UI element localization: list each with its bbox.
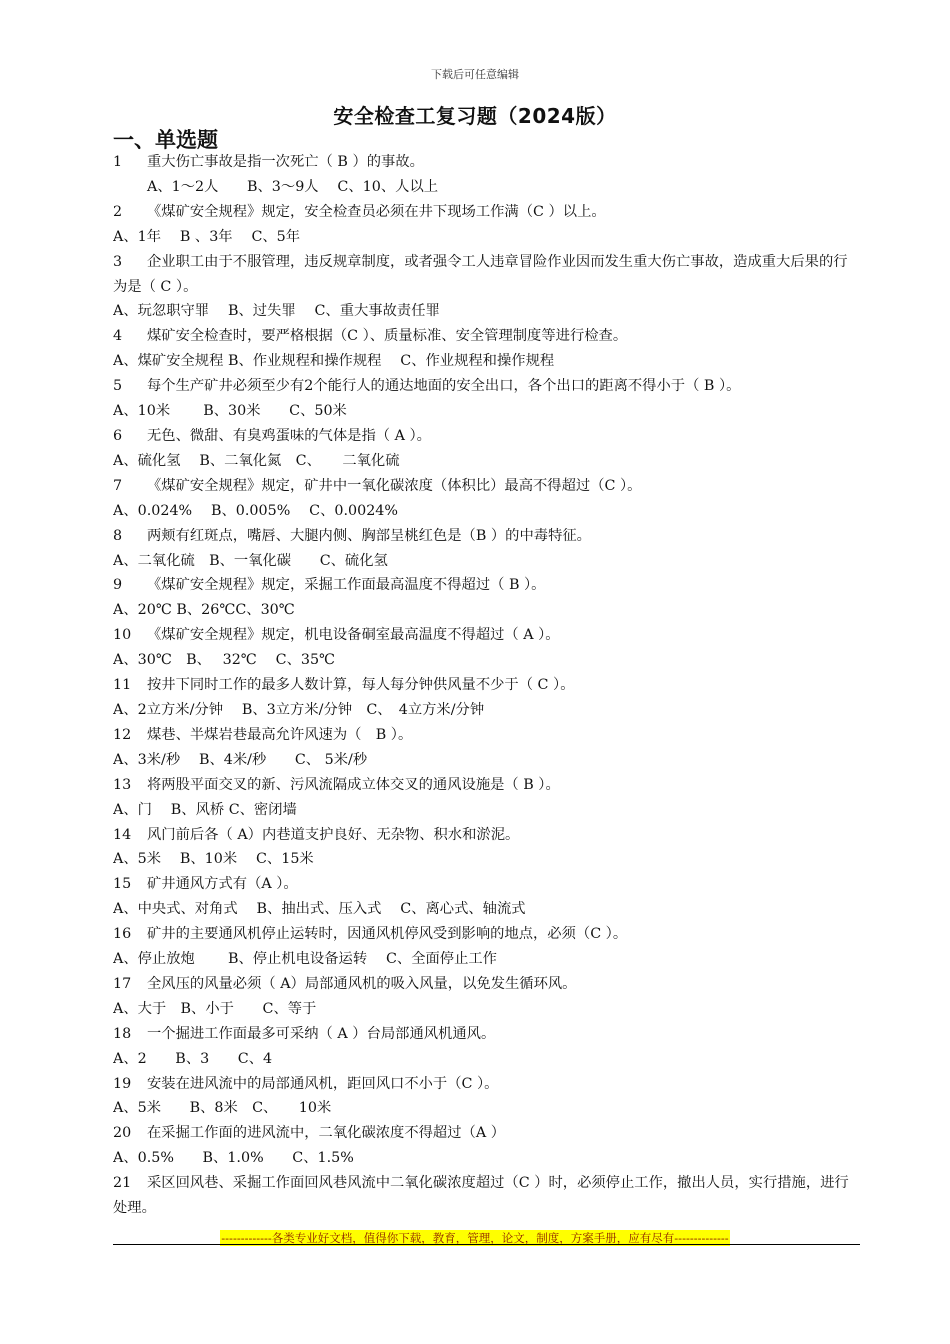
question-item — [113, 324, 861, 349]
question-item — [113, 1171, 861, 1221]
question-item — [113, 972, 861, 997]
question-number: 5 — [113, 378, 123, 395]
question-text: 全风压的风量必须（ A）局部通风机的吸入风量，以免发生循环风。 — [147, 975, 577, 992]
question-number: 10 — [113, 627, 132, 644]
answer-options: A、2 B、3 C、4 — [113, 1050, 273, 1067]
question-text: 安装在进风流中的局部通风机，距回风口不小于（C ）。 — [147, 1075, 499, 1092]
question-text: 《煤矿安全规程》规定，矿井中一氧化碳浓度（体积比）最高不得超过（C ）。 — [147, 477, 642, 494]
question-number: 9 — [113, 577, 123, 594]
question-text: 每个生产矿井必须至少有2个能行人的通达地面的安全出口，各个出口的距离不得小于（ B ）。 — [147, 378, 741, 395]
header-note: 下载后可任意编辑 — [431, 68, 519, 81]
question-number: 18 — [113, 1025, 132, 1042]
question-number: 8 — [113, 527, 123, 544]
answer-options: A、0.024% B、0.005% C、0.0024% — [113, 502, 398, 519]
question-number: 16 — [113, 926, 132, 943]
question-text: 《煤矿安全规程》规定，安全检查员必须在井下现场工作满（C ）以上。 — [147, 203, 606, 220]
question-text: 矿井通风方式有（A ）。 — [147, 876, 298, 893]
question-item — [113, 200, 861, 225]
question-text: 风门前后各（ A）内巷道支护良好、无杂物、积水和淤泥。 — [147, 826, 520, 843]
answer-options: A、煤矿安全规程 B、作业规程和操作规程 C、作业规程和操作规程 — [113, 353, 555, 370]
answer-options: A、5米 B、10米 C、15米 — [113, 851, 314, 868]
question-text: 企业职工由于不服管理，违反规章制度，或者强令工人违章冒险作业因而发生重大伤亡事故，造成重大后果的行为是（ C ）。 — [113, 253, 848, 295]
question-item — [113, 922, 861, 947]
answer-options: A、二氧化硫 B、一氧化碳 C、硫化氢 — [113, 552, 388, 569]
answer-options: A、停止放炮 B、停止机电设备运转 C、全面停止工作 — [113, 951, 497, 968]
question-text: 无色、微甜、有臭鸡蛋味的气体是指（ A ）。 — [147, 428, 431, 444]
question-number: 15 — [113, 876, 132, 893]
question-text: 《煤矿安全规程》规定，采掘工作面最高温度不得超过（ B ）。 — [147, 577, 546, 594]
question-item — [113, 1121, 861, 1146]
answer-options: A、3米/秒 B、4米/秒 C、 5米/秒 — [113, 751, 368, 768]
answer-options: A、1～2人 B、3～9人 C、10、人以上 — [147, 178, 439, 195]
question-text: 煤巷、半煤岩巷最高允许风速为（ B ）。 — [147, 726, 413, 743]
answer-options: A、中央式、对角式 B、抽出式、压入式 C、离心式、轴流式 — [113, 901, 526, 918]
question-number: 2 — [113, 203, 123, 220]
question-number: 20 — [113, 1125, 132, 1142]
footer-banner-text: -------------各类专业好文档，值得你下载，教育，管理，论文，制度，方案手册，应有尽有-------------- — [221, 1231, 729, 1245]
question-text: 采区回风巷、采掘工作面回风巷风流中二氧化碳浓度超过（C ）时，必须停止工作，撤出人员，实行措施，进行处理。 — [113, 1175, 849, 1217]
answer-options: A、大于 B、小于 C、等于 — [113, 1000, 317, 1017]
question-number: 3 — [113, 253, 123, 270]
question-item — [113, 374, 861, 399]
question-item — [113, 623, 861, 648]
answer-options: A、10米 B、30米 C、50米 — [113, 403, 347, 420]
question-item — [113, 573, 861, 598]
question-text: 按井下同时工作的最多人数计算，每人每分钟供风量不少于（ C ）。 — [147, 677, 575, 694]
question-item — [113, 524, 861, 549]
question-number: 7 — [113, 477, 123, 494]
answer-options: A、门 B、风桥 C、密闭墙 — [113, 801, 297, 818]
question-text: 两颊有红斑点，嘴唇、大腿内侧、胸部呈桃红色是（B ）的中毒特征。 — [147, 527, 591, 544]
section-heading: 一、单选题 — [113, 128, 218, 152]
document-title: 安全检查工复习题（2024版） — [333, 104, 617, 128]
answer-options: A、1年 B 、3年 C、5年 — [113, 228, 301, 245]
question-number: 6 — [113, 428, 123, 444]
question-number: 1 — [113, 154, 123, 170]
footer-divider — [113, 1244, 860, 1245]
question-number: 4 — [113, 328, 123, 345]
question-number: 12 — [113, 726, 132, 743]
question-item — [113, 673, 861, 698]
question-text: 在采掘工作面的进风流中，二氧化碳浓度不得超过（A ） — [147, 1125, 505, 1142]
answer-options: A、20℃ B、26℃C、30℃ — [113, 602, 295, 619]
question-number: 19 — [113, 1075, 132, 1092]
question-item — [113, 1072, 861, 1097]
answer-options: A、2立方米/分钟 B、3立方米/分钟 C、 4立方米/分钟 — [113, 701, 485, 718]
question-text: 煤矿安全检查时，要严格根据（C ）、质量标准、安全管理制度等进行检查。 — [147, 328, 628, 345]
question-text: 将两股平面交叉的新、污风流隔成立体交叉的通风设施是（ B ）。 — [147, 776, 560, 793]
question-text: 一个掘进工作面最多可采纳（ A ）台局部通风机通风。 — [147, 1025, 496, 1042]
question-text: 重大伤亡事故是指一次死亡（ B ）的事故。 — [147, 154, 424, 170]
question-item — [113, 1022, 861, 1047]
answer-options: A、5米 B、8米 C、 10米 — [113, 1100, 332, 1117]
question-text: 矿井的主要通风机停止运转时，因通风机停风受到影响的地点，必须（C ）。 — [147, 926, 628, 943]
question-number: 13 — [113, 776, 132, 793]
question-number: 14 — [113, 826, 132, 843]
question-number: 21 — [113, 1175, 132, 1192]
question-item — [113, 872, 861, 897]
answer-options: A、30℃ B、 32℃ C、35℃ — [113, 652, 336, 669]
question-item — [113, 773, 861, 798]
question-text: 《煤矿安全规程》规定，机电设备硐室最高温度不得超过（ A ）。 — [147, 627, 560, 644]
answer-options: A、玩忽职守罪 B、过失罪 C、重大事故责任罪 — [113, 303, 440, 320]
question-item — [113, 474, 861, 499]
answer-options: A、0.5% B、1.0% C、1.5% — [113, 1150, 354, 1167]
question-number: 11 — [113, 677, 132, 694]
answer-options: A、硫化氢 B、二氧化氮 C、 二氧化硫 — [113, 452, 400, 469]
question-item — [113, 823, 861, 848]
question-item — [113, 424, 861, 449]
question-item — [113, 723, 861, 748]
question-number: 17 — [113, 975, 132, 992]
question-list — [113, 150, 861, 1221]
question-item — [113, 150, 861, 175]
question-item — [113, 250, 861, 300]
